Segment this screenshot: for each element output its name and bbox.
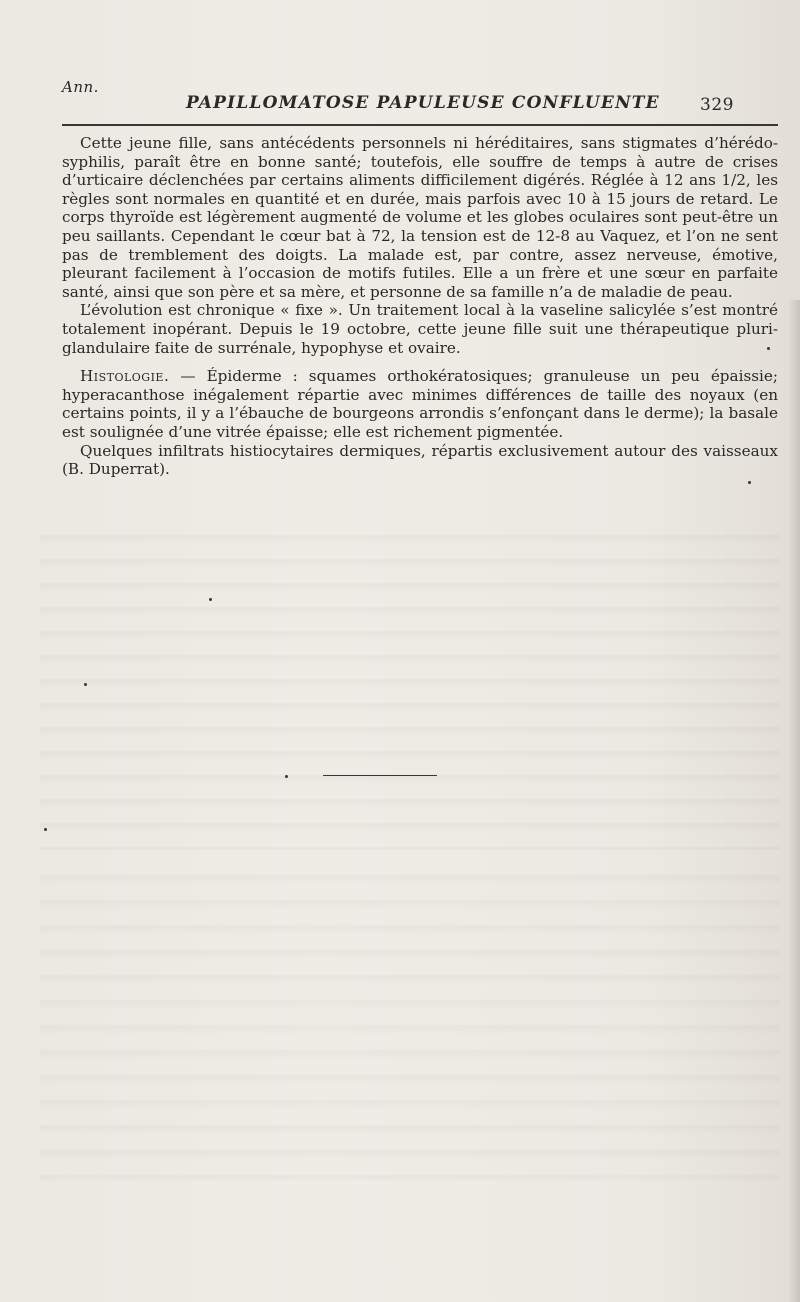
histology-label: Histologie. — [80, 367, 170, 386]
section-end-rule — [323, 775, 437, 776]
print-speck — [748, 481, 751, 484]
paragraph-infiltrates: Quelques infiltrats histiocytaires dermiques, répartis exclusivement autour des vaisseaux (B. Duperrat). — [62, 441, 778, 479]
journal-abbreviation: Ann. — [62, 78, 99, 96]
paragraph-evolution: L’évolution est chronique « fixe ». Un traitement local à la vaseline salicylée s’est montré totalement inopérant. Depuis le 19 octobre, cette jeune fille suit une thérapeutique pluri-glandulaire faite de surrénale, hypophyse et ovaire. — [62, 301, 778, 357]
print-speck — [209, 598, 212, 601]
print-speck — [285, 775, 288, 778]
print-speck — [767, 347, 770, 350]
page-number: 329 — [700, 95, 734, 115]
histology-text: — Épiderme : squames orthokératosiques; granuleuse un peu épaissie; hyperacanthose inégalement répartie avec minimes différences de taille des noyaux (en certains points, il y a l’ébauche de bourgeons arrondis s’enfonçant dans le derme); la basale est soulignée d’une vitrée épaisse; elle est richement pigmentée. — [62, 367, 778, 441]
paragraph-histology — [62, 367, 778, 441]
print-speck — [44, 828, 47, 831]
header-rule — [62, 124, 778, 126]
running-title: PAPILLOMATOSE PAPULEUSE CONFLUENTE — [186, 93, 660, 113]
article-body — [62, 134, 778, 479]
show-through-text-upper — [40, 520, 780, 850]
show-through-text-lower — [40, 860, 780, 1180]
paragraph-case-history: Cette jeune fille, sans antécédents personnels ni héréditaires, sans stigmates d’hérédo-syphilis, paraît être en bonne santé; toutefois, elle souffre de temps à autre de crises d’urticaire déclenchées par certains aliments difficilement digérés. Réglée à 12 ans 1/2, les règles sont normales en quantité et en durée, mais parfois avec 10 à 15 jours de retard. Le corps thyroïde est légèrement augmenté de volume et les globes oculaires sont peut-être un peu saillants. Cependant le cœur bat à 72, la tension est de 12-8 au Vaquez, et l’on ne sent pas de tremblement des doigts. La malade est, par contre, assez nerveuse, émotive, pleurant facilement à l’occasion de motifs futiles. Elle a un frère et une sœur en parfaite santé, ainsi que son père et sa mère, et personne de sa famille n’a de maladie de peau. — [62, 134, 778, 301]
print-speck — [84, 683, 87, 686]
page-edge-shadow — [788, 300, 800, 1302]
